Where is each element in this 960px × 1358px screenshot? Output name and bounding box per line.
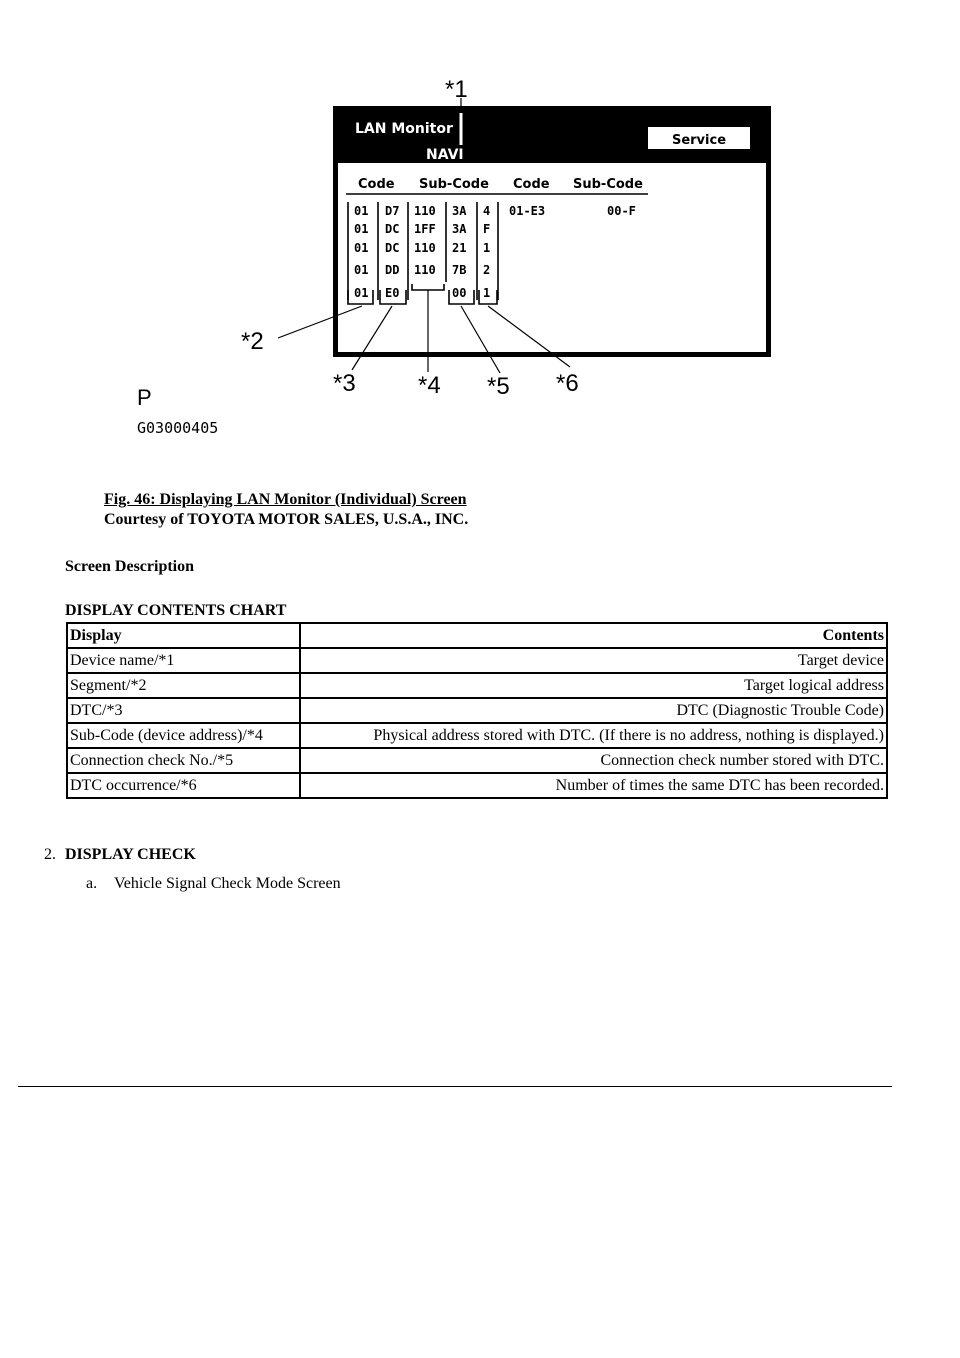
table-row: [67, 723, 887, 748]
row1-segment: D7: [385, 204, 400, 218]
display-contents-table: [66, 622, 888, 799]
row4-subcode: 110: [414, 263, 436, 277]
row1-count: 4: [483, 204, 491, 218]
row4-count: 2: [483, 263, 491, 277]
callout-1: *1: [445, 76, 468, 103]
service-button-label: Service: [671, 133, 727, 148]
row4-code: 01: [354, 263, 369, 277]
screen-body: [338, 163, 766, 352]
table-cell-display: Connection check No./*5: [67, 748, 300, 773]
row5-segment: E0: [385, 286, 400, 300]
lan-monitor-figure: [0, 0, 960, 460]
row5-code: 01: [354, 286, 369, 300]
table-cell-contents: Connection check number stored with DTC.: [300, 748, 887, 773]
table-row: [67, 748, 887, 773]
chart-title: DISPLAY CONTENTS CHART: [65, 602, 287, 619]
table-cell-contents: Target logical address: [300, 673, 887, 698]
figure-id: G03000405: [137, 419, 219, 437]
row2-subcode: 1FF: [414, 222, 436, 236]
table-cell-display: DTC occurrence/*6: [67, 773, 300, 798]
table-header-row: [67, 623, 887, 648]
screen-device-name: NAVI: [426, 147, 464, 163]
table-cell-display: Device name/*1: [67, 648, 300, 673]
table-row: [67, 673, 887, 698]
table-row: [67, 698, 887, 723]
substep-label: Vehicle Signal Check Mode Screen: [114, 875, 341, 892]
row1-check: 3A: [452, 204, 467, 218]
row1-subcode: 110: [414, 204, 436, 218]
figure-corner-letter: P: [137, 385, 152, 410]
table-header-contents: Contents: [300, 623, 887, 648]
page-bottom-rule: [18, 1086, 892, 1087]
row3-segment: DC: [385, 241, 400, 255]
row1-code: 01: [354, 204, 369, 218]
right-code: 01-E3: [509, 204, 546, 218]
table-row: [67, 648, 887, 673]
col-header-code-2: Code: [513, 177, 550, 192]
col-header-subcode-2: Sub-Code: [573, 177, 643, 192]
substep-letter: a.: [86, 875, 98, 892]
table-cell-display: DTC/*3: [67, 698, 300, 723]
step-label: DISPLAY CHECK: [65, 846, 196, 863]
row4-segment: DD: [385, 263, 400, 277]
section-heading: Screen Description: [65, 558, 195, 575]
figure-courtesy: Courtesy of TOYOTA MOTOR SALES, U.S.A., INC.: [104, 511, 469, 528]
table-cell-display: Segment/*2: [67, 673, 300, 698]
callout-5: *5: [487, 373, 510, 400]
callout-6: *6: [556, 370, 579, 397]
row4-check: 7B: [452, 263, 467, 277]
row5-count: 1: [483, 286, 491, 300]
row2-check: 3A: [452, 222, 467, 236]
col-header-subcode: Sub-Code: [419, 177, 489, 192]
row3-check: 21: [452, 241, 467, 255]
callout-4: *4: [418, 372, 441, 399]
table-row: [67, 773, 887, 798]
step-number: 2.: [44, 846, 56, 863]
row3-count: 1: [483, 241, 491, 255]
row2-count: F: [483, 222, 491, 236]
col-header-code: Code: [358, 177, 395, 192]
row3-subcode: 110: [414, 241, 436, 255]
table-header-display: Display: [67, 623, 300, 648]
table-cell-contents: Target device: [300, 648, 887, 673]
table-cell-contents: Number of times the same DTC has been recorded.: [300, 773, 887, 798]
figure-caption[interactable]: Fig. 46: Displaying LAN Monitor (Individual) Screen: [104, 491, 467, 508]
row5-check: 00: [452, 286, 467, 300]
table-cell-contents: Physical address stored with DTC. (If there is no address, nothing is displayed.): [300, 723, 887, 748]
right-subcode: 00-F: [607, 204, 636, 218]
row3-code: 01: [354, 241, 369, 255]
row2-code: 01: [354, 222, 369, 236]
screen-title: LAN Monitor: [355, 121, 453, 137]
table-cell-display: Sub-Code (device address)/*4: [67, 723, 300, 748]
row2-segment: DC: [385, 222, 400, 236]
callout-3: *3: [333, 370, 356, 397]
callout-2: *2: [241, 328, 264, 355]
table-cell-contents: DTC (Diagnostic Trouble Code): [300, 698, 887, 723]
